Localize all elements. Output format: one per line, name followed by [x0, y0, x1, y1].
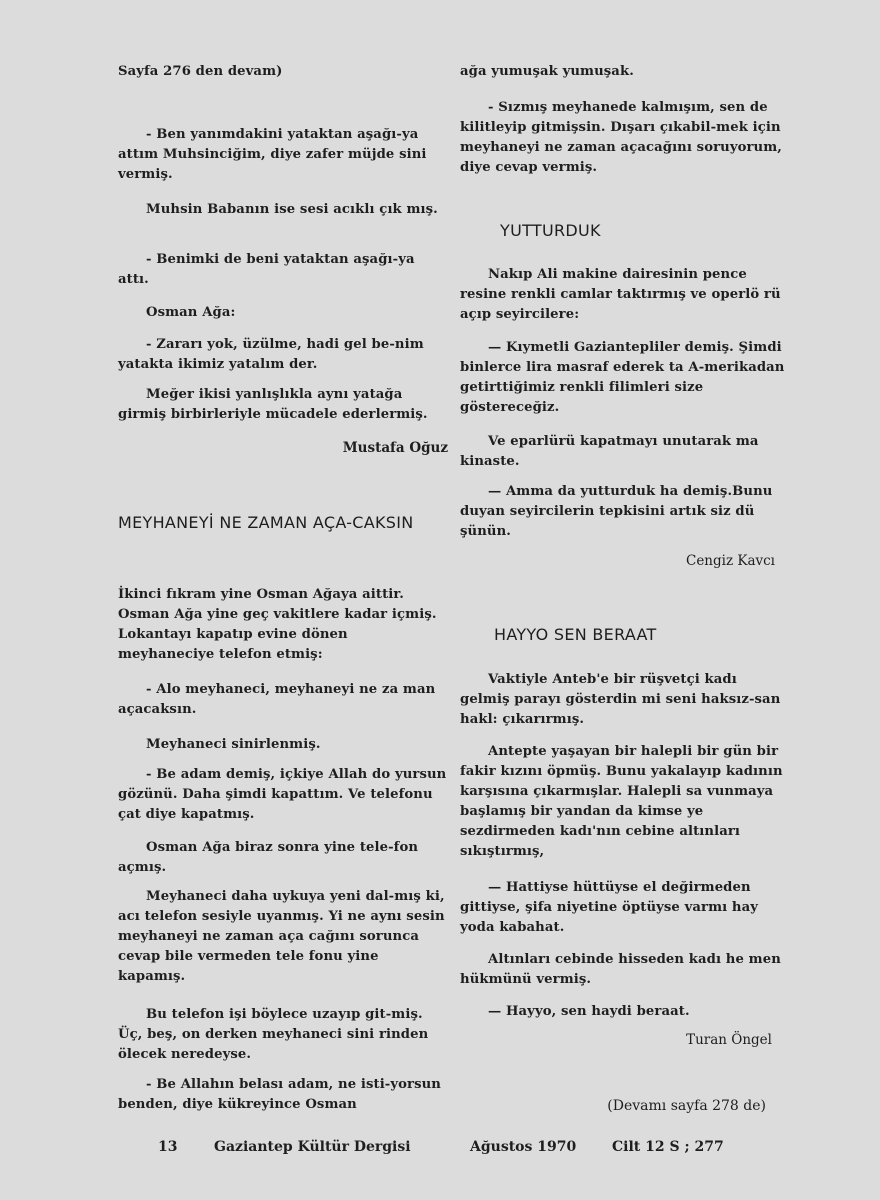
paragraph: Osman Ağa: [146, 305, 236, 320]
continued-on-note: (Devamı sayfa 278 de) [607, 1098, 766, 1114]
paragraph: — Hattiyse hüttüyse el değirmeden gittiyse, şifa niyetine öptüyse varmı hay yoda kabahat. [460, 880, 759, 935]
issue-date: Ağustos 1970 [470, 1139, 577, 1155]
paragraph: — Amma da yutturduk ha demiş.Bunu duyan seyircilerin tepkisini artık siz dü şünün. [460, 484, 773, 539]
story-title: MEYHANEYİ NE ZAMAN AÇA-CAKSIN [118, 513, 414, 532]
paragraph: Antepte yaşayan bir halepli bir gün bir fakir kızını öpmüş. Bunu yakalayıp kadının karşısına çıkarmışlar. Halepli sa vunmaya başlamış bir yandan da kimse ye sezdirmeden kadı'nın cebine altınları sıkıştırmış, [460, 744, 783, 859]
paragraph: Altınları cebinde hisseden kadı he men hükmünü vermiş. [460, 952, 781, 987]
paragraph: Meyhaneci sinirlenmiş. [146, 737, 321, 752]
page-number: 13 [158, 1139, 178, 1155]
author-signature: Mustafa Oğuz [342, 440, 448, 456]
paragraph: - Benimki de beni yataktan aşağı-ya attı. [118, 252, 415, 287]
paragraph: - Zararı yok, üzülme, hadi gel be-nim yatakta ikimiz yatalım der. [118, 337, 424, 372]
paragraph: - Be adam demiş, içkiye Allah do yursun gözünü. Daha şimdi kapattım. Ve telefonu çat diye kapatmış. [118, 767, 447, 822]
magazine-name: Gaziantep Kültür Dergisi [214, 1139, 411, 1155]
paragraph: — Hayyo, sen haydi beraat. [488, 1004, 690, 1019]
paragraph: Meğer ikisi yanlışlıkla aynı yatağa girmiş birbirleriyle mücadele ederlermiş. [118, 387, 428, 422]
story-title: YUTTURDUK [500, 221, 601, 240]
paragraph: - Ben yanımdakini yataktan aşağı-ya attım Muhsinciğim, diye zafer müjde sini vermiş. [118, 127, 427, 182]
paragraph: ağa yumuşak yumuşak. [460, 64, 634, 79]
story-title: HAYYO SEN BERAAT [494, 625, 657, 644]
paragraph: Vaktiyle Anteb'e bir rüşvetçi kadı gelmiş parayı gösterdin mi seni haksız-san hakl: çıkarırmış. [460, 672, 781, 727]
paragraph: - Sızmış meyhanede kalmışım, sen de kilitleyip gitmişsin. Dışarı çıkabil-mek için meyhaneyi ne zaman açacağını soruyorum, diye cevap vermiş. [460, 100, 782, 175]
paragraph: - Alo meyhaneci, meyhaneyi ne za man açacaksın. [118, 682, 436, 717]
paragraph: - Be Allahın belası adam, ne isti-yorsun benden, diye kükreyince Osman [118, 1077, 441, 1112]
paragraph: Muhsin Babanın ise sesi acıklı çık mış. [146, 202, 438, 217]
paragraph: Nakıp Ali makine dairesinin pence resine renkli camlar taktırmış ve operlö rü açıp seyircilere: [460, 267, 781, 322]
paragraph: Bu telefon işi böylece uzayıp git-miş. Üç, beş, on derken meyhaneci sini rinden ölecek neredeyse. [118, 1007, 429, 1062]
paragraph: İkinci fıkram yine Osman Ağaya aittir. Osman Ağa yine geç vakitlere kadar içmiş. Lokantayı kapatıp evine dönen meyhaneciye telefon etmiş: [118, 587, 437, 662]
author-signature: Cengiz Kavcı [685, 553, 775, 569]
author-signature: Turan Öngel [686, 1032, 772, 1048]
paragraph: Osman Ağa biraz sonra yine tele-fon açmış. [118, 840, 419, 875]
paragraph: Meyhaneci daha uykuya yeni dal-mış ki, acı telefon sesiyle uyanmış. Yi ne aynı sesin meyhaneyi ne zaman aça cağını sorunca cevap bile vermeden tele fonu yine kapamış. [118, 889, 445, 984]
volume-info: Cilt 12 S ; 277 [612, 1139, 724, 1155]
paragraph: — Kıymetli Gaziantepliler demiş. Şimdi binlerce lira masraf ederek ta A-merikadan getirttiğimiz renkli filimleri size göstereceğiz. [460, 340, 785, 415]
continued-from-note: Sayfa 276 den devam) [118, 64, 283, 79]
paragraph: Ve eparlürü kapatmayı unutarak ma kinaste. [460, 434, 759, 469]
